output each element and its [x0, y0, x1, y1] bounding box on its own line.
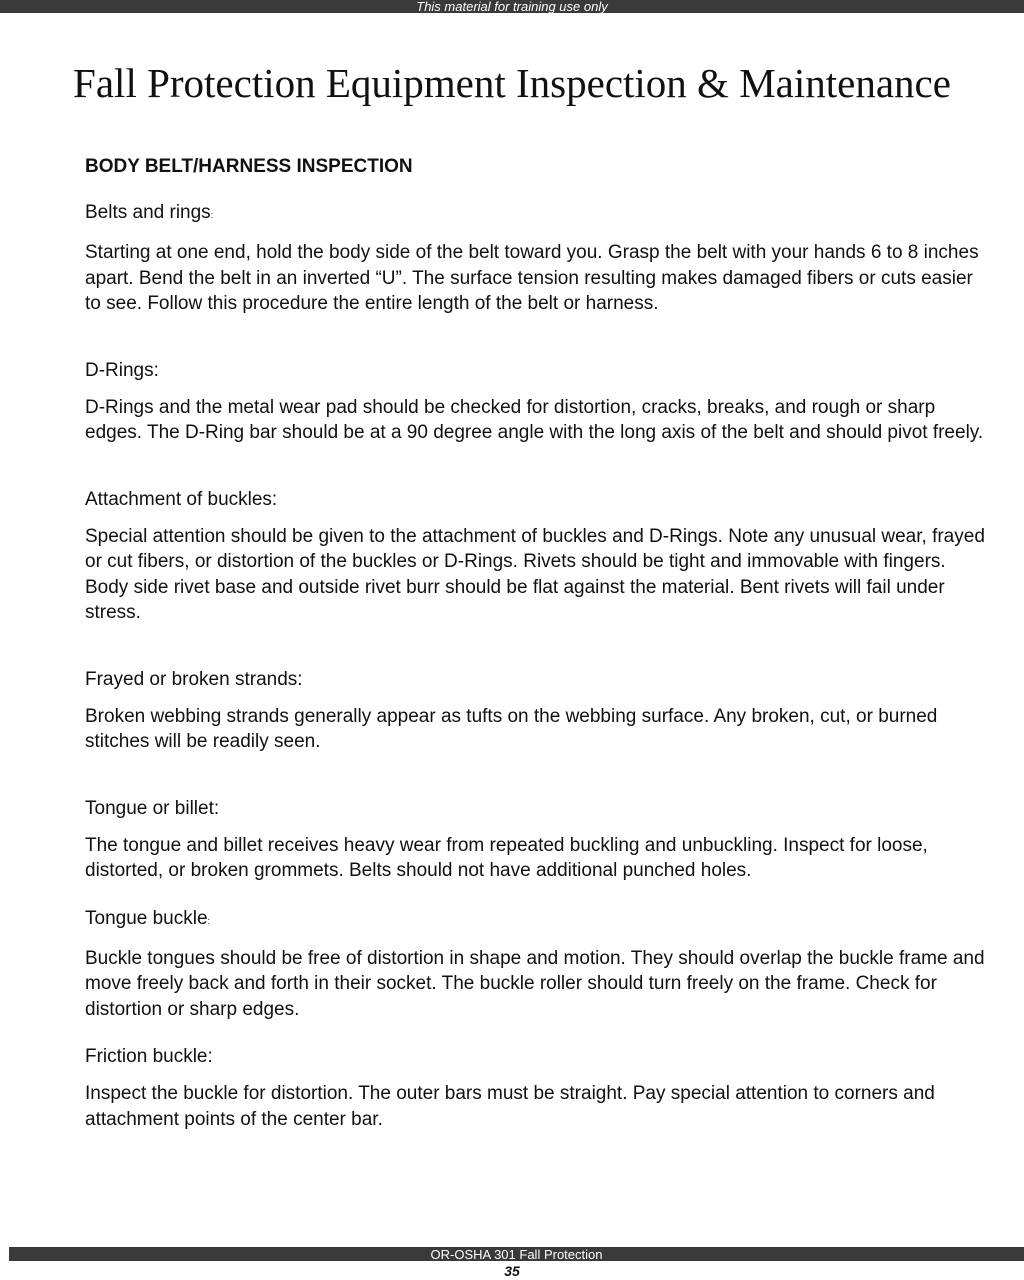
section-tongue-buckle: [85, 906, 985, 1023]
section-attachment-of-buckles: [85, 487, 985, 626]
section-friction-buckle: [85, 1044, 985, 1132]
section-heading: BODY BELT/HARNESS INSPECTION: [85, 156, 413, 177]
paragraph-d-rings: D-Rings and the metal wear pad should be checked for distortion, cracks, breaks, and rough or sharp edges. The D-Ring bar should be at a 90 degree angle with the long axis of the belt and should pivot freely.: [85, 396, 984, 443]
subhead-tongue-buckle: Tongue buckle:: [85, 907, 211, 929]
paragraph-attachment-of-buckles: Special attention should be given to the attachment of buckles and D-Rings. Note any unusual wear, frayed or cut fibers, or distortion of the buckles or D-Rings. Rivets should be tight and immovable with fingers. Body side rivet base and outside rivet burr should be flat against the material. Bent rivets will fail under stress.: [85, 525, 985, 623]
subhead-attachment-of-buckles: Attachment of buckles:: [85, 488, 278, 510]
paragraph-tongue-buckle: Buckle tongues should be free of distortion in shape and motion. They should overlap the buckle frame and move freely back and forth in their socket. The buckle roller should turn freely on the frame. Check for distortion or sharp edges.: [85, 947, 985, 1020]
paragraph-belts-and-rings: Starting at one end, hold the body side of the belt toward you. Grasp the belt with your hands 6 to 8 inches apart. Bend the belt in an inverted “U”. The surface tension resulting makes damaged fibers or cuts easier to see. Follow this procedure the entire length of the belt or harness.: [85, 242, 979, 314]
training-banner: This material for training use only: [0, 0, 1024, 13]
subhead-friction-buckle: Friction buckle:: [85, 1046, 213, 1067]
paragraph-frayed-strands: Broken webbing strands generally appear as tufts on the webbing surface. Any broken, cut, or burned stitches will be readily seen.: [85, 705, 938, 752]
subhead-belts-and-rings: Belts and rings:: [85, 202, 214, 223]
section-belts-and-rings: [85, 200, 985, 317]
page-title: Fall Protection Equipment Inspection & Maintenance: [73, 60, 951, 106]
paragraph-tongue-or-billet: The tongue and billet receives heavy wear from repeated buckling and unbuckling. Inspect for loose, distorted, or broken grommets. Belts should not have additional punched holes.: [85, 834, 928, 881]
paragraph-friction-buckle: Inspect the buckle for distortion. The outer bars must be straight. Pay special attention to corners and attachment points of the center bar.: [85, 1083, 935, 1130]
section-frayed-strands: [85, 667, 985, 755]
section-tongue-or-billet: [85, 796, 985, 884]
footer-bar: OR-OSHA 301 Fall Protection: [9, 1247, 1024, 1261]
page-number: 35: [504, 1263, 520, 1279]
subhead-d-rings: D-Rings:: [85, 359, 159, 381]
document-body: [85, 154, 985, 1132]
subhead-tongue-or-billet: Tongue or billet:: [85, 797, 220, 819]
subhead-frayed-strands: Frayed or broken strands:: [85, 668, 303, 690]
section-d-rings: [85, 358, 985, 446]
